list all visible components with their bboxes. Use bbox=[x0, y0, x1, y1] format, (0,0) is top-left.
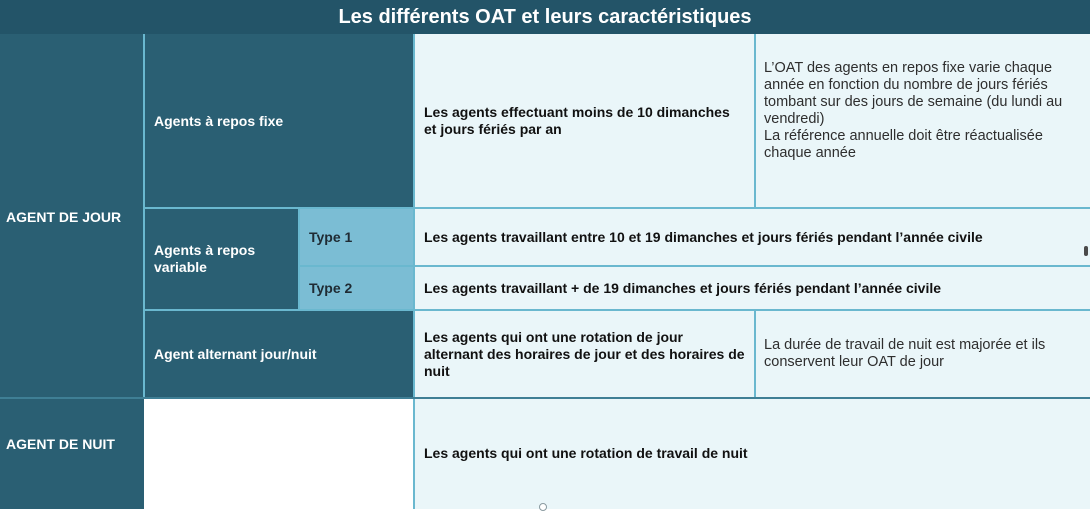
grid-line bbox=[754, 34, 756, 208]
repos-variable-label-cell bbox=[144, 208, 299, 310]
repos-fixe-label-cell bbox=[144, 34, 414, 208]
type2-label-cell bbox=[299, 266, 414, 310]
page-title-text: Les différents OAT et leurs caractéristiques bbox=[338, 5, 752, 28]
grid-line bbox=[298, 208, 300, 310]
type1-label-cell bbox=[299, 208, 414, 266]
repos-fixe-description-cell bbox=[414, 34, 755, 208]
type2-description: Les agents travaillant + de 19 dimanches et jours fériés pendant l’année civile bbox=[424, 279, 942, 296]
type1-description: Les agents travaillant entre 10 et 19 dimanches et jours fériés pendant l’année civile bbox=[424, 228, 983, 245]
nuit-description: Les agents qui ont une rotation de travail de nuit bbox=[424, 445, 748, 461]
type2-label: Type 2 bbox=[309, 279, 353, 296]
agent-jour-cell bbox=[0, 34, 144, 398]
grid-line bbox=[144, 207, 1090, 209]
alternant-label: Agent alternant jour/nuit bbox=[154, 345, 317, 362]
alternant-note: La durée de travail de nuit est majorée et ils conservent leur OAT de jour bbox=[764, 337, 1046, 370]
alternant-note-cell bbox=[755, 310, 1090, 398]
alternant-description: Les agents qui ont une rotation de jour alternant des horaires de jour et des horaires de nuit bbox=[424, 328, 745, 379]
nuit-description-cell bbox=[414, 398, 1090, 509]
scroll-handle[interactable] bbox=[1084, 246, 1088, 256]
grid-line bbox=[0, 397, 1090, 399]
alternant-description-cell bbox=[414, 310, 755, 398]
agent-nuit-cell bbox=[0, 398, 144, 509]
type1-description-cell bbox=[414, 208, 1090, 266]
grid-line bbox=[413, 34, 415, 509]
repos-variable-label: Agents à repos variable bbox=[154, 242, 256, 275]
grid-line bbox=[143, 34, 145, 398]
type1-label: Type 1 bbox=[309, 228, 353, 245]
grid-line bbox=[299, 265, 1090, 267]
repos-fixe-note: L’OAT des agents en repos fixe varie chaque année en fonction du nombre de jours fériés tombant sur des jours de semaine (du lundi au vendredi) La référence annuelle doit être réactualisée chaque année bbox=[764, 60, 1063, 161]
grid-line bbox=[144, 309, 1090, 311]
agent-nuit-label: AGENT DE NUIT bbox=[6, 436, 115, 452]
repos-fixe-note-cell bbox=[755, 34, 1090, 208]
alternant-label-cell bbox=[144, 310, 414, 398]
type2-description-cell bbox=[414, 266, 1090, 310]
agent-jour-label: AGENT DE JOUR bbox=[6, 209, 122, 225]
repos-fixe-description: Les agents effectuant moins de 10 dimanches et jours fériés par an bbox=[424, 104, 730, 137]
resize-handle[interactable] bbox=[539, 503, 547, 511]
page-title bbox=[0, 0, 1090, 34]
grid-line bbox=[754, 310, 756, 398]
repos-fixe-label: Agents à repos fixe bbox=[154, 112, 284, 129]
